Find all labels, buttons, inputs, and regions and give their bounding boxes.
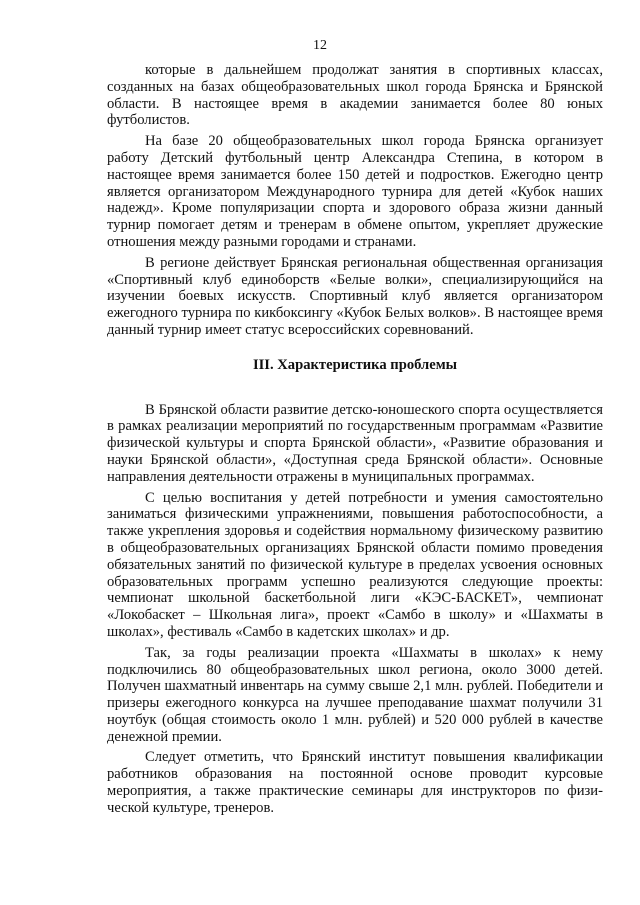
page-number: 12 (313, 38, 327, 53)
paragraph-institute-training: Следует отметить, что Брянский институт повышения квалификации работников образования на постоянной основе проводит курсовые мероприятия, а также практические семинары для инструкторов по физической культуре, тренеров. (107, 749, 603, 816)
paragraph-chess-project: Так, за годы реализации проекта «Шахматы в школах» к нему подключились 80 общеобразовательных школ региона, около 3000 детей. Получен шахматный инвентарь на сумму свыше 2,1 млн. рублей. Победители и призеры ежегодного конкурса на лучшее преподавание шахмат получили 31 ноутбук (общая стоимость около 1 млн. рублей) и 520 000 рублей в качестве денежной премии. (107, 644, 603, 745)
paragraph-white-wolves-club: В регионе действует Брянская региональная общественная организация «Спортивный клуб единоборств «Белые волки», специализирующийся на изучении боевых искусств. Спортивный клуб является организатором ежегодного турнира по кикбоксингу «Кубок Белых волков». В настоящее время данный турнир имеет статус всероссийских соревнований. (107, 254, 603, 338)
paragraph-academy-continuation: которые в дальнейшем продолжат занятия в спортивных классах, созданных на базах общеобразовательных школ города Брянска и Брянской области. В настоящее время в академии занимается более 80 юных футболистов. (107, 62, 603, 129)
paragraph-school-projects: С целью воспитания у детей потребности и умения самостоятельно заниматься физическими упражнениями, повышения работоспособности, а также укрепления здоровья и содействия нормальному физическому развитию в общеобразовательных организациях Брянской области помимо проведения обязательных занятий по физической культуре в пределах усвоения основных образовательных программ успешно реализуются следующие проекты: чемпионат школьной баскетбольной лиги «КЭС-БАСКЕТ», чемпионат «Локобаскет – Школьная лига», проект «Самбо в школу» и «Шахматы в школах», фестиваль «Самбо в кадетских школах» и др. (107, 489, 603, 640)
paragraph-football-center: На базе 20 общеобразовательных школ города Брянска организует работу Детский футбольный центр Александра Степина, в котором в настоящее время занимается более 150 детей и подростков. Ежегодно центр является организатором Международного турнира для детей «Кубок наших надежд». Кроме популяризации спорта и здорового образа жизни данный турнир помогает детям и тренерам в обмене опытом, укрепляет дружеские отношения между разными городами и странами. (107, 133, 603, 250)
document-body (107, 62, 603, 817)
section-heading: III. Характеристика проблемы (252, 356, 458, 373)
paragraph-state-programs: В Брянской области развитие детско-юношеского спорта осуществляется в рамках реализации мероприятий по государственным программам «Развитие физической культуры и спорта Брянской области», «Развитие образования и науки Брянской области», «Доступная среда Брянской области». Основные направления деятельности отражены в муниципальных программах. (107, 401, 603, 485)
